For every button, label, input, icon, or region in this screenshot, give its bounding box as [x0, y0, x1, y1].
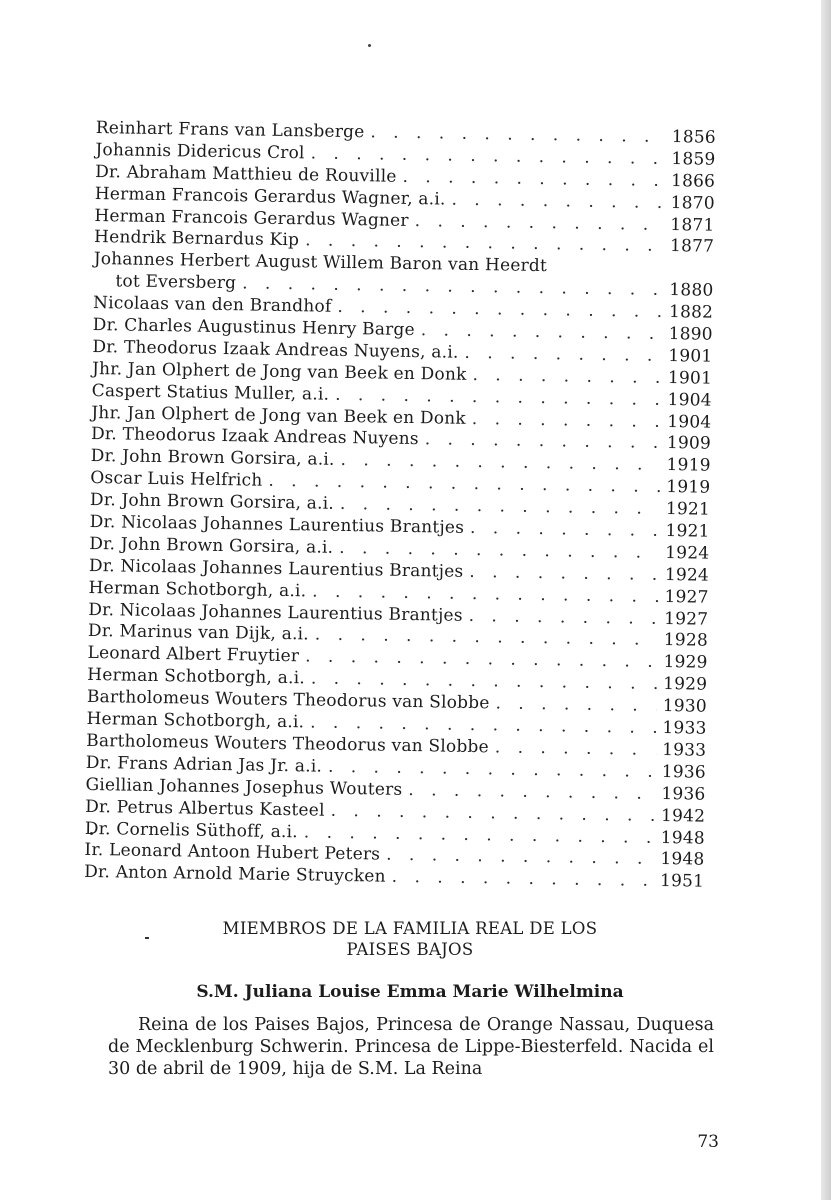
entry-year: 1929: [663, 652, 708, 674]
entry-year: 1901: [668, 345, 713, 367]
entry-year: 1856: [671, 127, 717, 148]
body-paragraph-block: [108, 1014, 714, 1080]
entry-name: Johannes Herbert August Willem Baron van Heerdt: [93, 249, 548, 277]
entry-name: Herman Schotborgh, a.i.: [87, 665, 306, 689]
entry-name: Johannis Didericus Crol: [95, 139, 305, 164]
entry-year: 1951: [659, 871, 705, 892]
entry-name: Dr. Nicolaas Johannes Laurentius Brantjes: [88, 599, 463, 626]
entry-year: 1870: [670, 192, 715, 214]
dot-leader: [472, 365, 662, 390]
entry-year: 1901: [667, 367, 713, 389]
subsection-title: S.M. Juliana Louise Emma Marie Wilhelmina: [196, 982, 624, 1002]
dot-leader: [464, 343, 662, 368]
entry-year: 1930: [662, 696, 708, 717]
entry-name: Jhr. Jan Olphert de Jong van Beek en Donk: [91, 402, 467, 429]
entry-year: 1936: [661, 783, 706, 805]
dot-leader: [392, 867, 655, 893]
entry-year: 1928: [663, 630, 709, 652]
entry-name: Herman Schotborgh, a.i.: [88, 577, 307, 602]
entry-name: Dr. Nicolaas Johannes Laurentius Brantjes: [88, 555, 464, 582]
entry-name: Dr. Abraham Matthieu de Rouville: [94, 161, 397, 187]
entry-name: Reinhart Frans van Lansberge: [95, 118, 365, 143]
entry-name: tot Eversberg: [115, 271, 237, 294]
section-title-line-2: PAISES BAJOS: [346, 940, 474, 959]
entry-name: Giellian Johannes Josephus Wouters: [85, 774, 403, 800]
entry-name: Dr. John Brown Gorsira, a.i.: [89, 490, 335, 514]
body-paragraph: Reina de los Paises Bajos, Princesa de Orange Nassau, Duquesa de Mecklenburg Schwerin. Princesa de Lippe-Biesterfeld. Nacida el 30 de abril de 1909, hija de S.M. La Reina: [108, 1015, 714, 1079]
entry-year: 1866: [670, 170, 716, 192]
entry-year: 1919: [666, 455, 711, 477]
entry-name: Dr. Theodorus Izaak Andreas Nuyens: [90, 424, 419, 450]
entry-name: Dr. Cornelis Süthoff, a.i.: [84, 818, 299, 842]
entry-year: 1942: [660, 805, 706, 827]
entry-year: 1929: [663, 674, 708, 695]
entry-name: Dr. John Brown Gorsira, a.i.: [90, 446, 335, 471]
entry-year: 1933: [662, 718, 707, 739]
entry-name: Dr. Petrus Albertus Kasteel: [85, 796, 325, 821]
dot-leader: [469, 562, 659, 587]
entry-name: Leonard Albert Fruytier: [87, 643, 300, 667]
entry-year: 1882: [668, 302, 714, 323]
dot-leader: [472, 409, 662, 434]
ink-speck: [368, 44, 371, 47]
entry-name: Dr. John Brown Gorsira, a.i.: [89, 533, 334, 558]
entry-name: Herman Francois Gerardus Wagner: [94, 205, 409, 231]
entry-year: 1936: [661, 761, 707, 783]
section-title-line-1: MIEMBROS DE LA FAMILIA REAL DE LOS: [222, 919, 598, 938]
entry-year: 1909: [666, 433, 712, 455]
entry-year: 1921: [665, 499, 711, 520]
entry-year: [670, 273, 712, 274]
entry-year: 1927: [664, 608, 709, 630]
entry-year: 1871: [670, 214, 715, 236]
page-edge-shadow: [821, 0, 831, 1200]
entry-name: Bartholomeus Wouters Theodorus van Slobbe: [86, 730, 490, 758]
entry-year: 1919: [666, 477, 711, 498]
entry-year: 1924: [665, 542, 710, 564]
entry-year: 1924: [664, 564, 710, 586]
entry-name: Caspert Statius Muller, a.i.: [91, 380, 330, 405]
entry-name: Bartholomeus Wouters Theodorus van Slobbe: [86, 687, 490, 714]
entry-name: Dr. Anton Arnold Marie Struycken: [83, 862, 386, 887]
entry-year: 1933: [661, 739, 707, 761]
entry-year: 1948: [660, 849, 705, 871]
entry-name: Dr. Frans Adrian Jas Jr. a.i.: [85, 752, 323, 777]
entry-year: 1890: [668, 324, 713, 345]
governor-list: [83, 118, 717, 894]
section-title: [100, 918, 720, 960]
entry-year: 1880: [669, 280, 714, 301]
entry-name: Herman Francois Gerardus Wagner, a.i.: [94, 183, 446, 210]
entry-name: Herman Schotborgh, a.i.: [86, 708, 305, 733]
dot-leader: [495, 737, 657, 761]
entry-name: Oscar Luis Helfrich: [90, 468, 263, 491]
entry-name: Dr. Charles Augustinus Henry Barge: [92, 314, 415, 341]
dot-leader: [470, 518, 660, 543]
entry-name: Dr. Marinus van Dijk, a.i.: [87, 621, 310, 645]
entry-name: Nicolaas van den Brandhof: [92, 293, 332, 317]
dot-leader: [495, 694, 657, 718]
entry-name: Jhr. Jan Olphert de Jong van Beek en Donk: [91, 358, 467, 385]
entry-name: Dr. Theodorus Izaak Andreas Nuyens, a.i.: [92, 336, 459, 363]
dot-leader: [469, 606, 659, 631]
entry-name: Hendrik Bernardus Kip: [93, 227, 300, 251]
entry-year: 1921: [665, 521, 710, 542]
entry-year: 1859: [671, 148, 716, 170]
entry-name: Dr. Nicolaas Johannes Laurentius Brantjes: [89, 511, 465, 538]
entry-year: 1927: [664, 586, 709, 608]
entry-year: 1948: [660, 827, 705, 849]
entry-year: 1877: [669, 236, 715, 258]
entry-year: 1904: [667, 389, 712, 411]
page-number: 73: [697, 1132, 719, 1152]
entry-year: 1904: [667, 411, 712, 433]
entry-name: Ir. Leonard Antoon Hubert Peters: [84, 840, 381, 865]
